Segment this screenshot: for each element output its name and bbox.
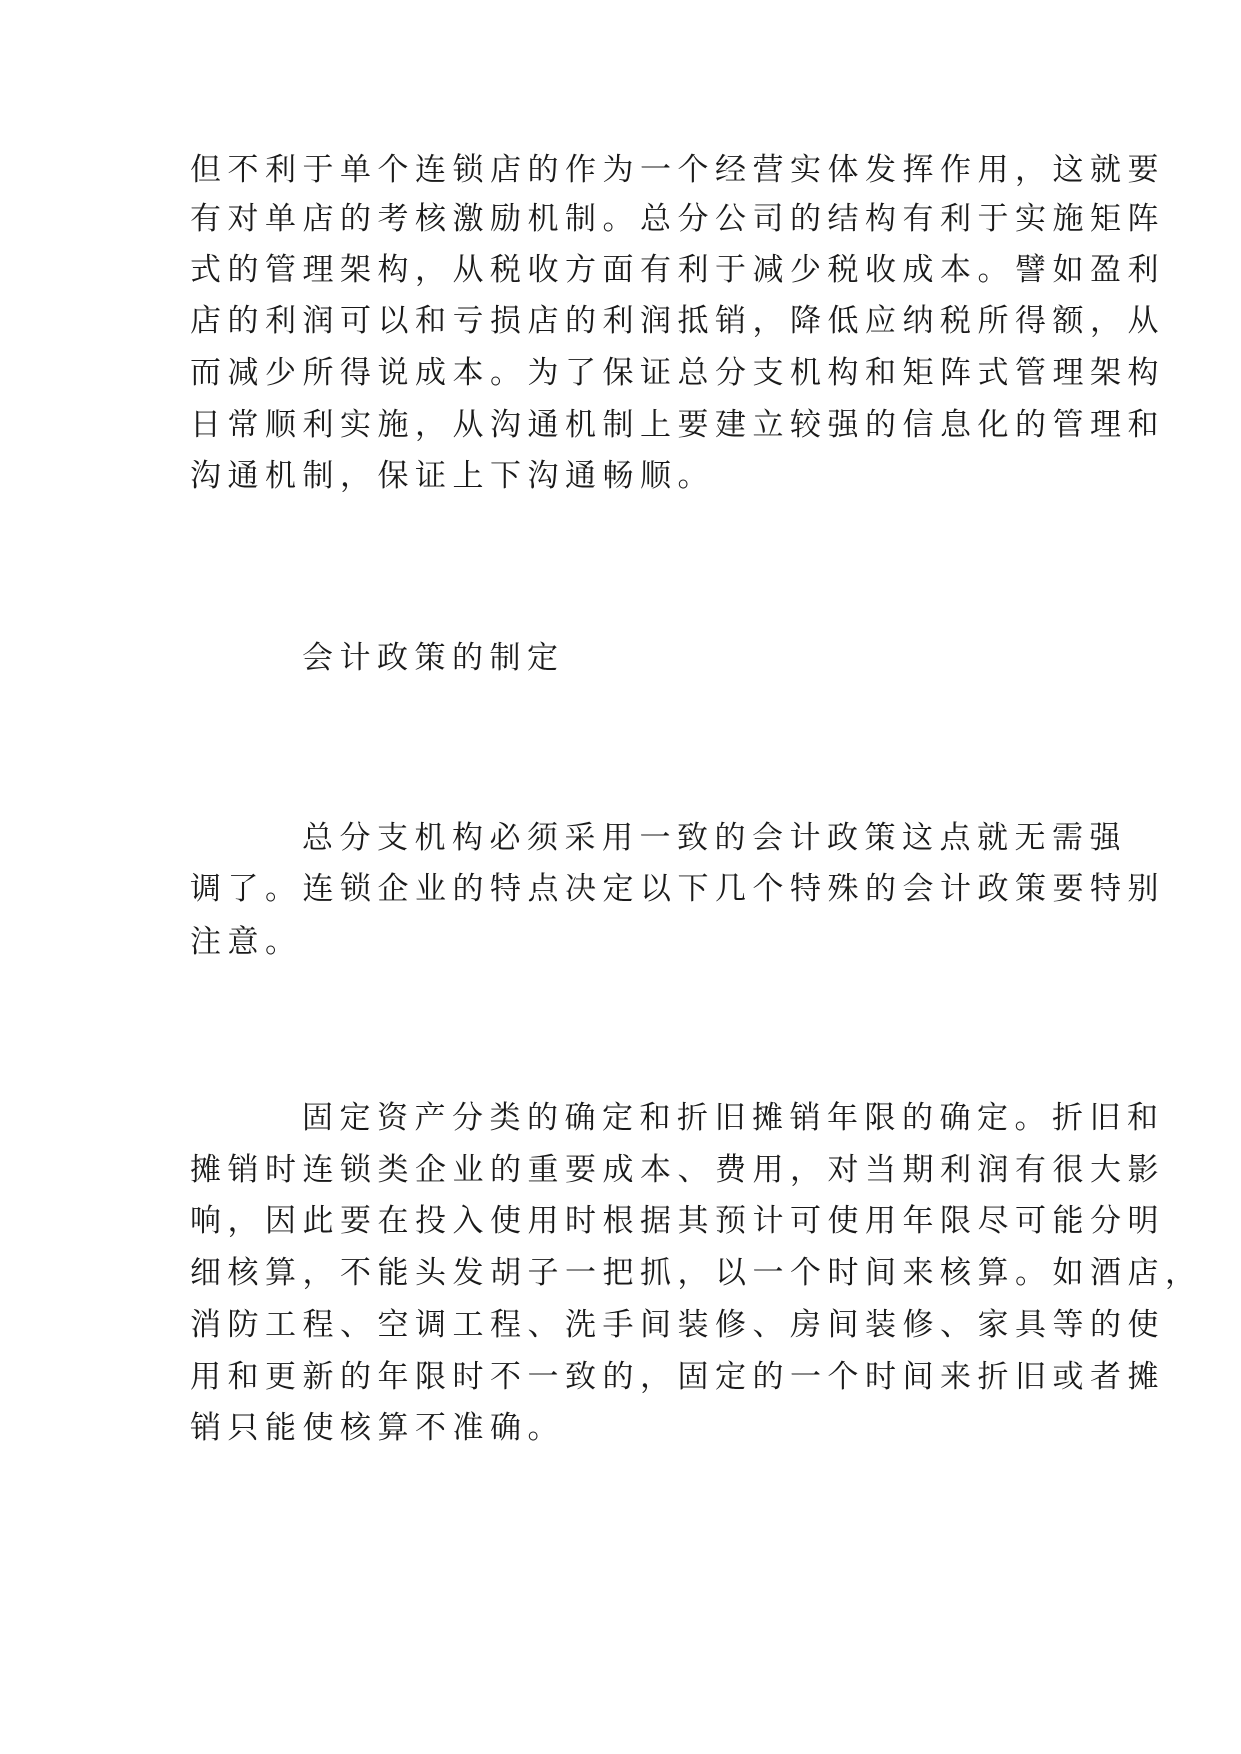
paragraph-1-line-4: 店的利润可以和亏损店的利润抵销，降低应纳税所得额，从 [190, 303, 1165, 339]
paragraph-1-line-7: 沟通机制，保证上下沟通畅顺。 [190, 458, 715, 494]
paragraph-2-line-2: 调了。连锁企业的特点决定以下几个特殊的会计政策要特别 [190, 871, 1165, 907]
paragraph-1-line-1: 但不利于单个连锁店的作为一个经营实体发挥作用，这就要 [190, 152, 1165, 188]
paragraph-1-line-2: 有对单店的考核激励机制。总分公司的结构有利于实施矩阵 [190, 201, 1165, 237]
paragraph-3-line-5: 消防工程、空调工程、洗手间装修、房间装修、家具等的使 [190, 1307, 1165, 1343]
paragraph-3-line-3: 响，因此要在投入使用时根据其预计可使用年限尽可能分明 [190, 1203, 1165, 1239]
paragraph-1-line-3: 式的管理架构，从税收方面有利于减少税收成本。譬如盈利 [190, 252, 1165, 288]
paragraph-3-line-7: 销只能使核算不准确。 [190, 1410, 565, 1446]
paragraph-1-line-5: 而减少所得说成本。为了保证总分支机构和矩阵式管理架构 [190, 355, 1165, 391]
paragraph-3-line-6: 用和更新的年限时不一致的，固定的一个时间来折旧或者摊 [190, 1359, 1165, 1395]
paragraph-3-line-4: 细核算，不能头发胡子一把抓，以一个时间来核算。如酒店， [190, 1255, 1203, 1291]
paragraph-3-line-2: 摊销时连锁类企业的重要成本、费用，对当期利润有很大影 [190, 1152, 1165, 1188]
section-heading: 会计政策的制定 [302, 640, 565, 676]
paragraph-2-line-1: 总分支机构必须采用一致的会计政策这点就无需强 [302, 820, 1127, 856]
paragraph-3-line-1: 固定资产分类的确定和折旧摊销年限的确定。折旧和 [302, 1100, 1165, 1136]
paragraph-2-line-3: 注意。 [190, 924, 303, 960]
paragraph-1-line-6: 日常顺利实施，从沟通机制上要建立较强的信息化的管理和 [190, 407, 1165, 443]
